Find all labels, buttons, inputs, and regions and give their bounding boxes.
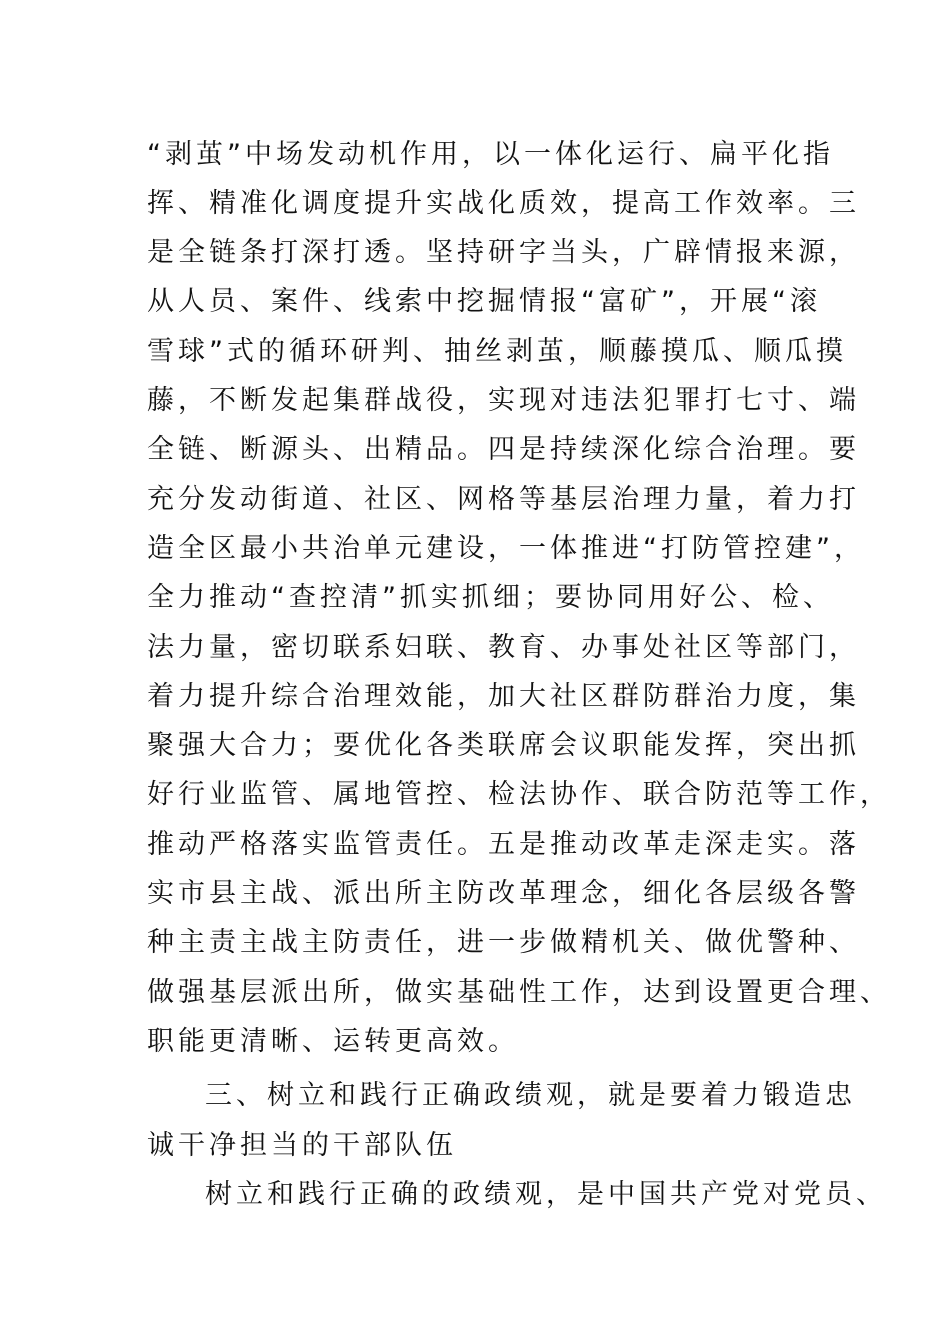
section-heading-line: 三、树立和践行正确政绩观，就是要着力锻造忠 bbox=[205, 1080, 856, 1111]
paragraph-line: 职能更清晰、运转更高效。 bbox=[147, 1026, 519, 1057]
paragraph-line: 实市县主战、派出所主防改革理念，细化各层级各警 bbox=[147, 878, 860, 909]
paragraph-line: 着力提升综合治理效能，加大社区群防群治力度，集 bbox=[147, 681, 860, 712]
paragraph-line: 聚强大合力；要优化各类联席会议职能发挥，突出抓 bbox=[147, 730, 860, 761]
paragraph-line: 充分发动街道、社区、网格等基层治理力量，着力打 bbox=[147, 484, 860, 515]
paragraph-line: 挥、精准化调度提升实战化质效，提高工作效率。三 bbox=[147, 188, 860, 219]
paragraph-line: 树立和践行正确的政绩观，是中国共产党对党员、 bbox=[205, 1179, 887, 1210]
paragraph-line: 是全链条打深打透。坚持研字当头，广辟情报来源， bbox=[147, 237, 860, 268]
paragraph-line: 推动严格落实监管责任。五是推动改革走深走实。落 bbox=[147, 829, 860, 860]
paragraph-line: 藤，不断发起集群战役，实现对违法犯罪打七寸、端 bbox=[147, 385, 860, 416]
paragraph-line: 好行业监管、属地管控、检法协作、联合防范等工作， bbox=[147, 779, 891, 810]
paragraph-line: 从人员、案件、线索中挖掘情报“富矿”，开展“滚 bbox=[147, 286, 821, 317]
paragraph-line: 造全区最小共治单元建设，一体推进“打防管控建”， bbox=[147, 533, 865, 564]
paragraph-line: 全力推动“查控清”抓实抓细；要协同用好公、检、 bbox=[147, 582, 834, 613]
paragraph-line: “剥茧”中场发动机作用，以一体化运行、扁平化指 bbox=[147, 139, 834, 170]
paragraph-line: 全链、断源头、出精品。四是持续深化综合治理。要 bbox=[147, 434, 860, 465]
section-heading-line: 诚干净担当的干部队伍 bbox=[147, 1130, 457, 1161]
paragraph-line: 做强基层派出所，做实基础性工作，达到设置更合理、 bbox=[147, 977, 891, 1008]
paragraph-line: 法力量，密切联系妇联、教育、办事处社区等部门， bbox=[147, 632, 860, 663]
paragraph-line: 雪球”式的循环研判、抽丝剥茧，顺藤摸瓜、顺瓜摸 bbox=[147, 336, 847, 367]
paragraph-line: 种主责主战主防责任，进一步做精机关、做优警种、 bbox=[147, 927, 860, 958]
